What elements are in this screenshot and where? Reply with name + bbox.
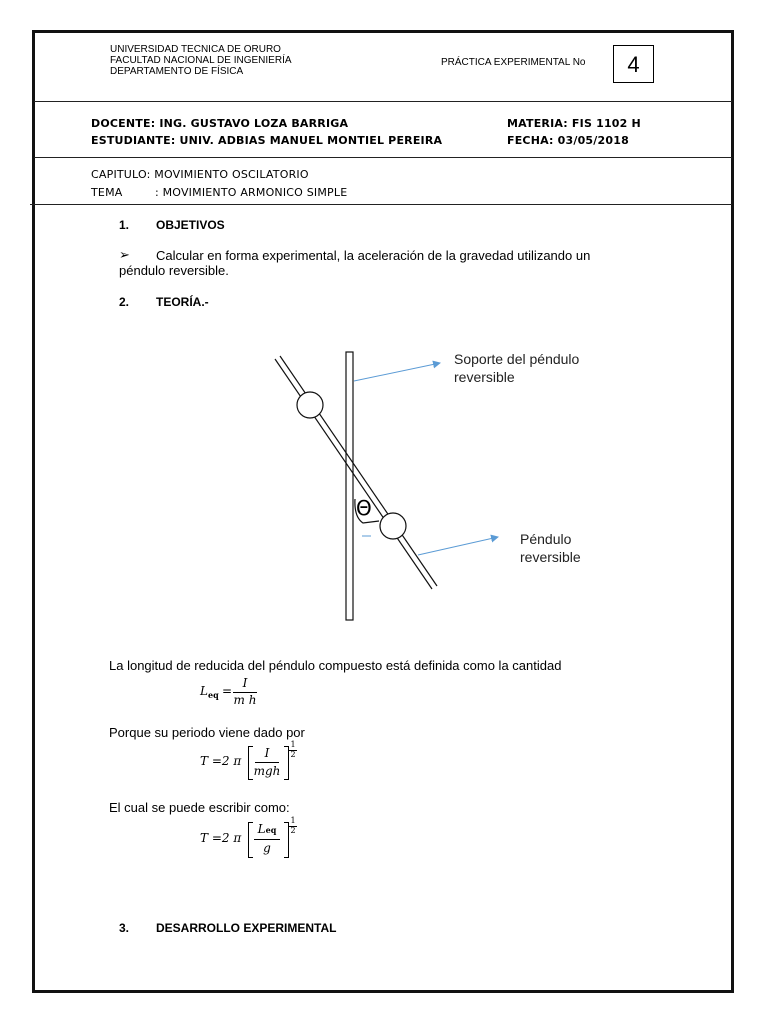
objective-line-2: péndulo reversible.: [119, 263, 229, 278]
section-2-number: 2.: [119, 295, 130, 309]
support-label-line-1: Soporte del péndulo: [454, 351, 580, 367]
formula-2-num: I: [264, 746, 270, 760]
fecha: FECHA: 03/05/2018: [507, 134, 629, 147]
formula-2-bar: [255, 762, 279, 763]
section-2-title: TEORÍA.-: [156, 295, 209, 309]
theory-text-3: El cual se puede escribir como:: [109, 800, 290, 815]
formula-3-den: g: [263, 841, 271, 855]
formula-1-eq: =: [222, 684, 233, 698]
estudiante: ESTUDIANTE: UNIV. ADBIAS MANUEL MONTIEL PEREIRA: [91, 134, 443, 147]
formula-3-num-sub: eq: [265, 825, 277, 835]
bullet-icon: ➢: [119, 247, 130, 262]
formula-3-exp-den: 2: [290, 826, 296, 835]
formula-1-den: m h: [233, 693, 257, 707]
theory-text-2: Porque su periodo viene dado por: [109, 725, 305, 740]
objective-line-1: Calcular en forma experimental, la aceleración de la gravedad utilizando un: [156, 248, 591, 263]
practice-number: 4: [613, 45, 654, 83]
pendulum-arrow: [418, 537, 498, 555]
department-name: DEPARTAMENTO DE FÍSICA: [110, 66, 244, 77]
pendulum-rod-edge-2: [280, 356, 437, 586]
formula-3-num: L: [257, 822, 266, 836]
formula-3-exp-num: 1: [290, 816, 296, 825]
docente: DOCENTE: ING. GUSTAVO LOZA BARRIGA: [91, 117, 349, 130]
pendulum-label: [520, 530, 581, 566]
formula-2-den: mgh: [253, 764, 281, 778]
formula-1-num: I: [242, 676, 248, 690]
tema-label: TEMA: [91, 186, 123, 199]
formula-1-lhs: L: [200, 684, 208, 698]
formula-2-exp-num: 1: [290, 740, 296, 749]
faculty-name: FACULTAD NACIONAL DE INGENIERÍA: [110, 55, 292, 66]
formula-2-exp-den: 2: [290, 750, 296, 759]
formula-3-bar: [254, 839, 280, 840]
support-label-line-2: reversible: [454, 369, 515, 385]
formula-2-lhs: T =2 π: [200, 754, 242, 768]
section-1-number: 1.: [119, 218, 130, 232]
theta-symbol: Θ: [356, 496, 372, 520]
capitulo: CAPITULO: MOVIMIENTO OSCILATORIO: [91, 168, 309, 181]
theory-text-1: La longitud de reducida del péndulo compuesto está definida como la cantidad: [109, 658, 562, 673]
section-3-number: 3.: [119, 921, 130, 935]
support-bar: [346, 352, 353, 620]
formula-1-sub: eq: [208, 690, 219, 700]
pendulum-label-line-1: Péndulo: [520, 531, 572, 547]
materia: MATERIA: FIS 1102 H: [507, 117, 641, 130]
formula-3-lhs: T =2 π: [200, 831, 242, 845]
pendulum-label-line-2: reversible: [520, 549, 581, 565]
pendulum-mass-lower: [380, 513, 406, 539]
pendulum-mass-upper: [297, 392, 323, 418]
support-arrow: [354, 363, 440, 381]
support-label: [454, 350, 579, 386]
section-1-title: OBJETIVOS: [156, 218, 225, 232]
section-3-title: DESARROLLO EXPERIMENTAL: [156, 921, 337, 935]
university-name: UNIVERSIDAD TECNICA DE ORURO: [110, 44, 281, 55]
formula-3-bracket-left: [248, 822, 253, 858]
formula-3-numerator: [254, 822, 280, 836]
tema-value: : MOVIMIENTO ARMONICO SIMPLE: [155, 186, 348, 199]
practice-label: PRÁCTICA EXPERIMENTAL No: [441, 57, 586, 68]
